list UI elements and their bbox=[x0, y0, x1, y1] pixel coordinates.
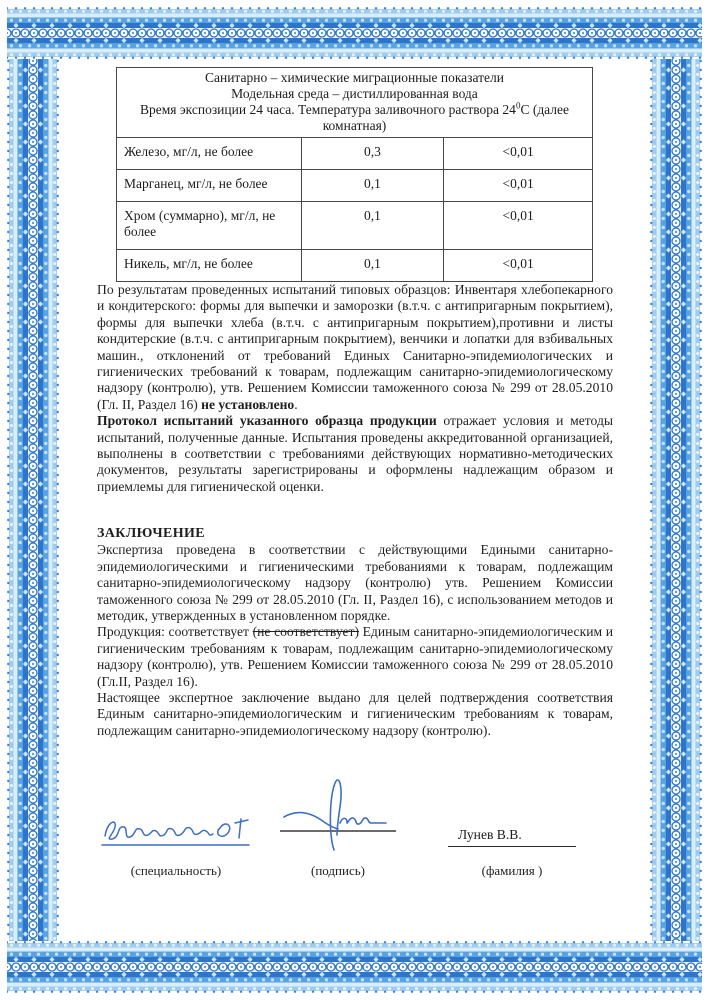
surname-value: Лунев В.В. bbox=[448, 827, 576, 847]
border-bottom-band bbox=[7, 941, 702, 993]
conclusion-heading: ЗАКЛЮЧЕНИЕ bbox=[97, 526, 206, 542]
table-row bbox=[117, 202, 593, 250]
table-row bbox=[117, 250, 593, 282]
table-header-line2: Модельная среда – дистиллированная вода bbox=[231, 86, 478, 101]
result-cell: <0,01 bbox=[444, 138, 593, 170]
table-header-row bbox=[117, 68, 593, 138]
signature-stroke bbox=[278, 773, 398, 851]
document-content bbox=[97, 67, 613, 879]
migration-indicators-table bbox=[116, 67, 593, 282]
param-cell: Никель, мг/л, не более bbox=[117, 250, 302, 282]
paragraph-issued-purpose: Настоящее экспертное заключение выдано для целей подтверждения соответствия Единым санитарно-эпидемиологическим и гигиеническим требованиям к товарам, подлежащим санитарно-эпидемиологическому надзору (контролю). bbox=[97, 689, 613, 738]
norm-cell: 0,3 bbox=[301, 138, 444, 170]
border-right-band bbox=[650, 7, 702, 993]
signature-specialty-column bbox=[100, 805, 252, 879]
struck-out-option: (не соответствует) bbox=[252, 624, 359, 640]
degree-superscript: 0 bbox=[515, 100, 521, 111]
table-header-line1: Санитарно – химические миграционные показатели bbox=[204, 70, 504, 85]
paragraph-test-results: По результатам проведенных испытаний типовых образцов: Инвентаря хлебопекарного и кондитерского: формы для выпечки и заморозки (в.т.ч. с антипригарным покрытием), формы для выпечки хлеба (в.т.ч. с антипригарным покрытием),противни и листы кондитерские (в.т.ч. с антипригарным покрытием), венчики и лопатки для взбивальных машин., отклонений от требований Единых Санитарно-эпидемиологических и гигиенических требований к товарам, подлежащим санитарно-эпидемиологическому надзору (контролю), утв. Решением Комиссии таможенного союза № 299 от 28.05.2010 (Гл. II, Раздел 16) не установлено. bbox=[97, 282, 613, 412]
sign-label: (подпись) bbox=[311, 863, 365, 879]
signature-surname-column bbox=[448, 827, 576, 879]
norm-cell: 0,1 bbox=[301, 170, 444, 202]
bold-protocol-lead: Протокол испытаний указанного образца продукции bbox=[97, 413, 437, 429]
bold-not-established: не установлено bbox=[201, 396, 295, 412]
norm-cell: 0,1 bbox=[301, 250, 444, 282]
specialty-handwriting bbox=[100, 805, 252, 851]
param-cell: Железо, мг/л, не более bbox=[117, 138, 302, 170]
param-cell: Хром (суммарно), мг/л, не более bbox=[117, 202, 302, 250]
paragraph-protocol: Протокол испытаний указанного образца продукции отражает условия и методы испытаний, полученные данные. Испытания проведены аккредитованной организацией, выполнены в соответствии с требованиями действующих нормативно-методических документов, результаты зарегистрированы и оформлены надлежащим образом и приемлемы для гигиенической оценки. bbox=[97, 413, 613, 494]
signature-sign-column bbox=[278, 773, 398, 879]
table-header-line3: Время экспозиции 24 часа. Температура заливочного раствора $24^0С$ (далее комнатная) bbox=[139, 100, 570, 133]
border-top-band bbox=[7, 7, 702, 59]
border-left-band bbox=[7, 7, 59, 993]
table-row bbox=[117, 170, 593, 202]
result-cell: <0,01 bbox=[444, 250, 593, 282]
param-cell: Марганец, мг/л, не более bbox=[117, 170, 302, 202]
norm-cell: 0,1 bbox=[301, 202, 444, 250]
table-row bbox=[117, 138, 593, 170]
paragraph-expertise: Экспертиза проведена в соответствии с действующими Едиными санитарно-эпидемиологическими и гигиеническими требованиями к товарам, подлежащим санитарно-эпидемиологическому надзору (контролю) утв. Решением Комиссии таможенного союза № 299 от 28.05.2010 (Гл. II, Раздел 16), с использованием методов и методик, утвержденных в установленном порядке. bbox=[97, 542, 613, 623]
surname-label: (фамилия ) bbox=[481, 863, 543, 879]
specialty-label: (специальность) bbox=[130, 863, 222, 879]
signature-block bbox=[100, 773, 613, 879]
result-cell: <0,01 bbox=[444, 170, 593, 202]
result-cell: <0,01 bbox=[444, 202, 593, 250]
paragraph-production: Продукция: соответствует (не соответствует) Единым санитарно-эпидемиологическим и гигиеническим требованиям к товарам, подлежащим санитарно-эпидемиологическому надзору (контролю), утв. Решением Комиссии таможенного союза № 299 от 28.05.2010 (Гл.II, Раздел 16). bbox=[97, 624, 613, 689]
table-header-cell bbox=[117, 68, 593, 138]
